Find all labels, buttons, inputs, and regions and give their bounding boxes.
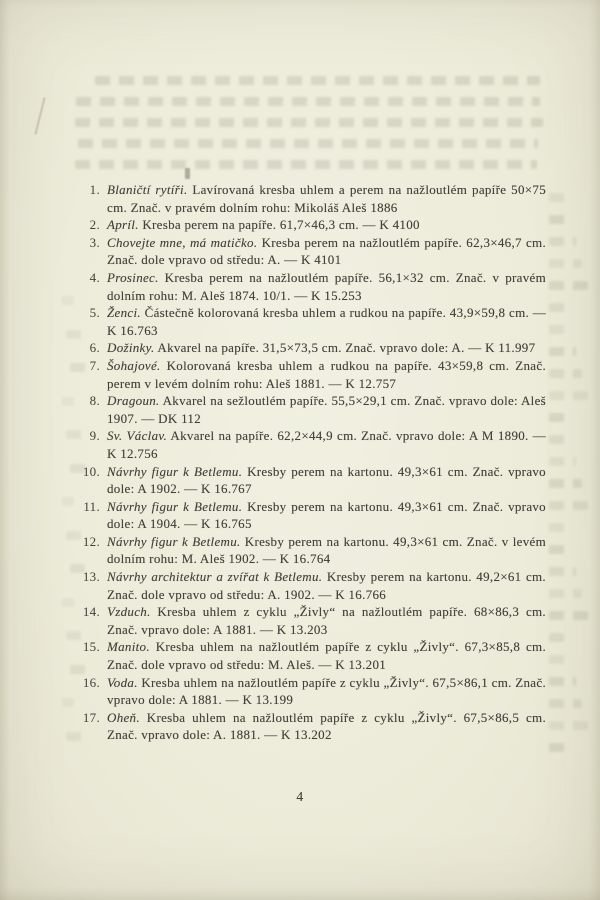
item-description: Kresby perem na kartonu. 49,2×61 cm. Znač. dole vpravo od středu: A. 1902. — K 16.766	[107, 569, 546, 602]
bleed-through-line	[75, 118, 543, 127]
bleed-through-line	[549, 501, 588, 510]
item-number: 15.	[82, 639, 100, 655]
bleed-through-line	[549, 215, 570, 224]
item-description: Částečně kolorovaná kresba uhlem a rudkou na papíře. 43,9×59,8 cm. — K 16.763	[107, 305, 546, 338]
bleed-through-line	[549, 413, 564, 422]
bleed-through-line	[549, 457, 576, 466]
item-description: Kresba uhlem na nažloutlém papíře z cyklu „Živly“. 67,5×86,1 cm. Znač. vpravo dole: A 1881. — K 13.199	[107, 674, 546, 708]
bleed-through-line	[549, 743, 564, 752]
stray-ink-mark	[185, 168, 190, 179]
catalog-item	[72, 304, 546, 339]
bleed-through-line	[95, 76, 540, 85]
catalog-item	[72, 674, 546, 709]
bleed-through-line	[549, 721, 588, 730]
item-title: Dragoun.	[107, 393, 160, 409]
bleed-through-line	[549, 435, 570, 444]
bleed-through-line	[549, 655, 570, 664]
item-title: Dožinky.	[107, 340, 155, 356]
bleed-through-line	[549, 545, 570, 554]
page-number: 4	[296, 789, 304, 804]
item-title: Chovejte mne, má matičko.	[107, 234, 258, 250]
catalog-item	[72, 339, 546, 357]
item-number: 13.	[82, 569, 100, 585]
item-number: 12.	[82, 533, 100, 549]
item-number: 17.	[82, 709, 100, 725]
item-text	[107, 269, 546, 304]
bleed-through-line	[549, 611, 588, 620]
item-number: 3.	[89, 234, 100, 250]
catalog-item	[72, 181, 546, 216]
catalog-list	[72, 181, 546, 744]
catalog-item	[72, 392, 546, 427]
bleed-through-line	[549, 523, 564, 532]
item-number: 9.	[89, 428, 100, 444]
item-description: Kresba uhlem na nažloutlém papíře z cyklu „Živly“. 67,5×86,5 cm. Znač. vpravo dole: A. 1881. — K 13.202	[107, 709, 546, 743]
item-text	[107, 392, 546, 427]
catalog-item	[72, 603, 546, 638]
catalog-item	[72, 269, 546, 304]
item-text	[107, 357, 546, 392]
item-text	[107, 638, 546, 673]
item-title: Návrhy figur k Betlemu.	[107, 533, 241, 549]
bleed-through-line	[549, 699, 582, 708]
item-number: 1.	[89, 182, 100, 197]
bleed-through-line	[76, 97, 540, 106]
bleed-through-line	[549, 193, 564, 202]
item-description: Akvarel na papíře. 62,2×44,9 cm. Znač. vpravo dole: A M 1890. — K 12.756	[107, 428, 546, 461]
item-text	[107, 463, 546, 498]
item-title: Blaničtí rytíři.	[107, 182, 188, 197]
item-text	[107, 568, 546, 603]
item-description: Kresba uhlem z cyklu „Živly“ na nažloutlém papíře. 68×86,3 cm. Znač. vpravo dole: A 1881. — K 13.203	[107, 604, 546, 637]
item-title: Návrhy figur k Betlemu.	[107, 498, 243, 514]
bleed-through-line	[549, 391, 588, 400]
item-number: 14.	[82, 604, 100, 620]
catalog-item	[72, 709, 546, 744]
item-number: 7.	[89, 357, 100, 373]
item-number: 5.	[89, 305, 100, 321]
bleed-through-line	[549, 677, 576, 686]
item-text	[107, 304, 546, 339]
bleed-through-line	[549, 479, 582, 488]
bleed-through-line	[549, 281, 588, 290]
item-description: Lavírovaná kresba uhlem a perem na nažloutlém papíře 50×75 cm. Znač. v pravém dolním rohu: Mikoláš Aleš 1886	[107, 182, 546, 215]
item-title: Manito.	[107, 639, 150, 655]
item-number: 6.	[89, 340, 100, 356]
item-number: 4.	[89, 269, 100, 285]
item-description: Kresba uhlem na nažloutlém papíře z cyklu „Živly“. 67,3×85,8 cm. Znač. dole vpravo od středu: M. Aleš. — K 13.201	[107, 639, 546, 673]
item-description: Akvarel na papíře. 31,5×73,5 cm. Znač. vpravo dole: A. — K 11.997	[157, 340, 536, 356]
item-number: 2.	[89, 217, 100, 233]
item-title: Šohajové.	[107, 357, 161, 373]
item-title: Voda.	[107, 674, 138, 690]
item-description: Kresba perem na papíře. 61,7×46,3 cm. — K 4100	[142, 217, 420, 233]
item-text	[107, 339, 546, 357]
catalog-item	[72, 234, 546, 269]
item-description: Kresby perem na kartonu. 49,3×61 cm. Znač. vpravo dole: A 1904. — K 16.765	[107, 498, 546, 532]
catalog-item	[72, 638, 546, 673]
item-title: Prosinec.	[107, 269, 159, 285]
item-text	[107, 234, 546, 269]
bleed-through-line	[549, 589, 582, 598]
item-number: 8.	[89, 393, 100, 409]
bleed-through-line	[549, 259, 582, 268]
item-text	[107, 216, 546, 234]
item-description: Akvarel na sežloutlém papíře. 55,5×29,1 cm. Znač. vpravo dole: Aleš 1907. — DK 112	[107, 393, 546, 426]
item-text	[107, 533, 546, 568]
catalog-item	[72, 357, 546, 392]
item-description: Kolorovaná kresba uhlem a rudkou na papíře. 43×59,8 cm. Znač. perem v levém dolním rohu: Aleš 1881. — K 12.757	[107, 357, 546, 391]
item-number: 10.	[82, 463, 100, 479]
item-text	[107, 498, 546, 533]
item-text	[107, 709, 546, 744]
bleed-through-line	[549, 369, 582, 378]
item-title: Vzduch.	[107, 604, 151, 620]
item-description: Kresba perem na nažloutlém papíře. 62,3×46,7 cm. Znač. dole vpravo od středu: A. — K 4101	[107, 234, 546, 268]
item-description: Kresba perem na nažloutlém papíře. 56,1×32 cm. Znač. v pravém dolním rohu: M. Aleš 1874. 10/1. — K 15.253	[107, 269, 546, 303]
catalog-item	[72, 533, 546, 568]
item-title: Návrhy architektur a zvířat k Betlemu.	[107, 569, 323, 585]
item-text	[107, 427, 546, 462]
bleed-through-line	[549, 567, 576, 576]
item-text	[107, 603, 546, 638]
bleed-through-line	[549, 237, 576, 246]
item-text	[107, 181, 546, 216]
catalog-item	[72, 427, 546, 462]
item-title: Oheň.	[107, 709, 140, 725]
catalog-item	[72, 216, 546, 234]
catalog-item	[72, 498, 546, 533]
catalog-item	[72, 568, 546, 603]
bleed-through-line	[549, 633, 564, 642]
item-title: Sv. Václav.	[107, 428, 168, 444]
bleed-through-line	[75, 160, 537, 169]
bleed-through-line	[549, 325, 570, 334]
item-text	[107, 674, 546, 709]
bleed-through-line	[549, 347, 576, 356]
item-description: Kresby perem na kartonu. 49,3×61 cm. Znač. vpravo dole: A 1902. — K 16.767	[107, 463, 546, 497]
item-description: Kresby perem na kartonu. 49,3×61 cm. Znač. v levém dolním rohu: M. Aleš 1902. — K 16.764	[107, 533, 546, 567]
item-title: Apríl.	[107, 217, 139, 233]
bleed-through-line	[78, 139, 538, 148]
item-title: Ženci.	[107, 305, 141, 321]
item-number: 11.	[83, 498, 100, 514]
bleed-through-line	[549, 303, 564, 312]
item-number: 16.	[82, 674, 100, 690]
item-title: Návrhy figur k Betlemu.	[107, 463, 243, 479]
catalog-item	[72, 463, 546, 498]
paper-crease	[34, 97, 45, 134]
